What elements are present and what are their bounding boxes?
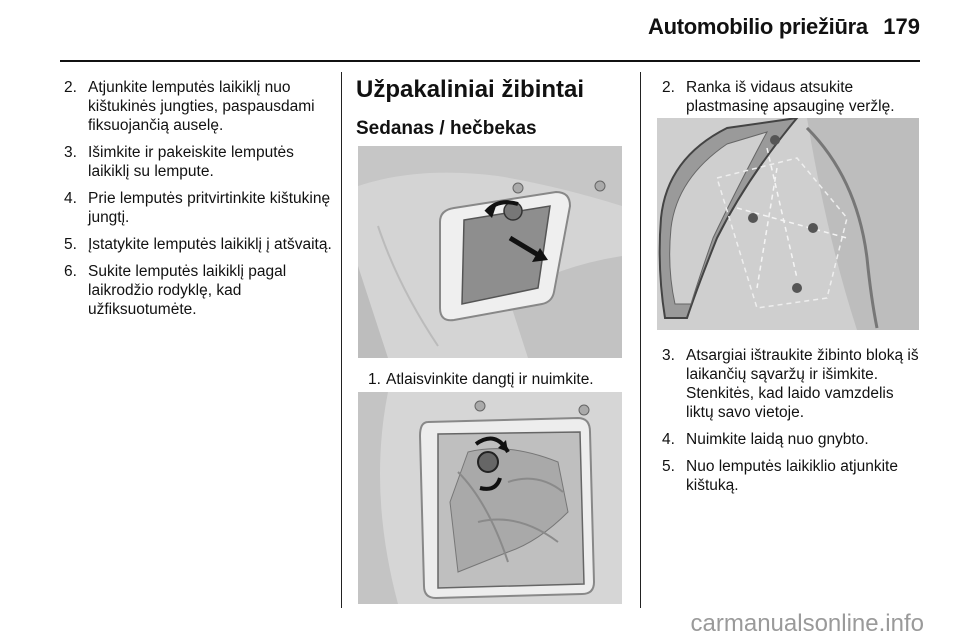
page-number: 179 bbox=[883, 14, 920, 39]
figure-tail-lamp bbox=[657, 118, 919, 330]
figure-caption bbox=[368, 370, 626, 389]
figure-cover-panel bbox=[358, 146, 622, 358]
step-number: 5. bbox=[662, 458, 675, 475]
subsection-title: Sedanas / hečbekas bbox=[356, 118, 537, 139]
step-number: 6. bbox=[64, 263, 77, 280]
page-header-title: Automobilio priežiūra bbox=[648, 14, 868, 39]
step-text: Sukite lemputės laikiklį pagal laikrodžio rodyklę, kad užfiksuotumėte. bbox=[88, 263, 287, 318]
step-item bbox=[662, 430, 924, 449]
right-column-bottom bbox=[662, 346, 924, 503]
step-item bbox=[64, 78, 336, 135]
cover-panel-illustration bbox=[358, 146, 622, 358]
step-number: 4. bbox=[64, 190, 77, 207]
step-number: 3. bbox=[64, 144, 77, 161]
watermark: carmanualsonline.info bbox=[690, 610, 924, 637]
step-number: 3. bbox=[662, 347, 675, 364]
column-divider-right bbox=[640, 72, 641, 608]
step-item bbox=[662, 78, 924, 116]
step-number: 2. bbox=[64, 79, 77, 96]
left-column bbox=[64, 78, 336, 327]
step-text: Atlaisvinkite dangtį ir nuimkite. bbox=[386, 371, 594, 388]
step-number: 1. bbox=[368, 371, 381, 388]
middle-column bbox=[356, 76, 626, 140]
step-text: Atsargiai ištraukite žibinto bloką iš laikančių sąvaržų ir išimkite. Stenkitės, kad laido vamzdelis liktų savo vietoje. bbox=[686, 347, 919, 421]
figure-access-opening bbox=[358, 392, 622, 604]
step-item bbox=[64, 262, 336, 319]
step-text: Prie lemputės pritvirtinkite kištukinę jungtį. bbox=[88, 190, 331, 226]
step-number: 5. bbox=[64, 236, 77, 253]
steps-list-right-top bbox=[662, 78, 924, 116]
step-number: 4. bbox=[662, 431, 675, 448]
step-item bbox=[662, 346, 924, 422]
steps-list-right bbox=[662, 346, 924, 495]
step-item bbox=[64, 189, 336, 227]
step-text: Įstatykite lemputės laikiklį į atšvaitą. bbox=[88, 236, 332, 253]
step-text: Ranka iš vidaus atsukite plastmasinę apsauginę veržlę. bbox=[686, 79, 895, 115]
step-text: Nuo lemputės laikiklio atjunkite kištuką. bbox=[686, 458, 898, 494]
step-number: 2. bbox=[662, 79, 675, 96]
tail-lamp-illustration bbox=[657, 118, 919, 330]
step-text: Nuimkite laidą nuo gnybto. bbox=[686, 431, 869, 448]
section-title: Užpakaliniai žibintai bbox=[356, 76, 585, 103]
step-item bbox=[662, 457, 924, 495]
step-text: Išimkite ir pakeiskite lemputės laikiklį su lempute. bbox=[88, 144, 294, 180]
column-divider-left bbox=[341, 72, 342, 608]
step-item bbox=[64, 235, 336, 254]
access-opening-illustration bbox=[358, 392, 622, 604]
step-text: Atjunkite lemputės laikiklį nuo kištukinės jungties, paspausdami fiksuojančią auselę. bbox=[88, 79, 315, 134]
step-item bbox=[64, 143, 336, 181]
steps-list-left bbox=[64, 78, 336, 319]
header-rule bbox=[60, 60, 920, 62]
